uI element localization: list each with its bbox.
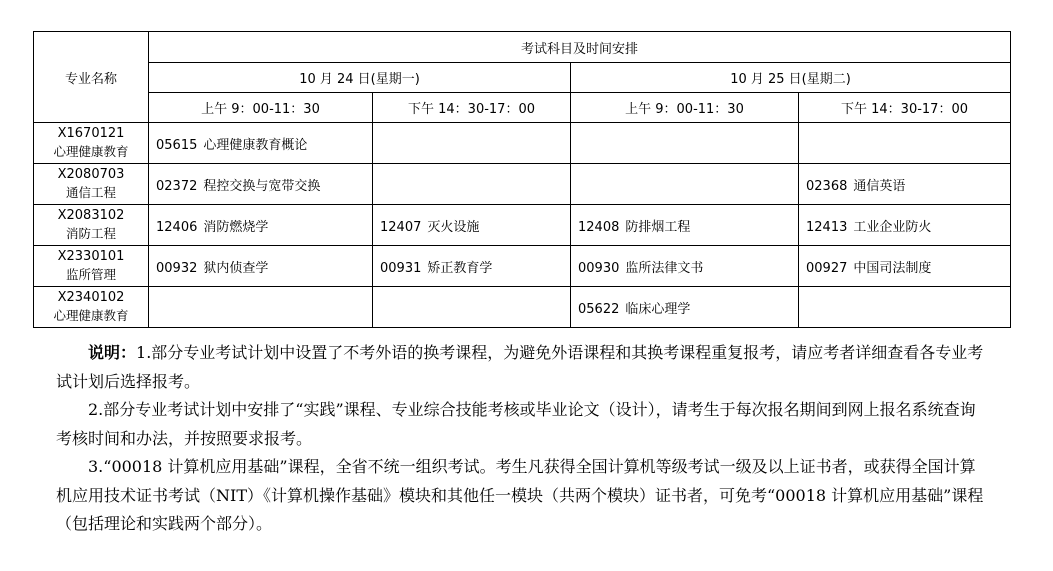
table-row	[34, 164, 1011, 205]
major-cell	[34, 205, 149, 246]
table-body	[34, 123, 1011, 328]
course-code: 12413	[806, 219, 848, 235]
major-name: 监所管理	[65, 267, 116, 282]
course-cell	[149, 287, 373, 328]
course-cell	[571, 246, 799, 287]
table-row	[34, 205, 1011, 246]
course-code: 02372	[156, 178, 198, 194]
exam-schedule-table	[33, 31, 1011, 328]
course-name: 工业企业防火	[853, 219, 932, 235]
course-cell	[799, 123, 1011, 164]
course-code: 00932	[156, 260, 198, 276]
course-cell	[373, 205, 571, 246]
course-cell	[373, 164, 571, 205]
course-name: 心理健康教育概论	[203, 137, 308, 153]
note-1-text: 1.部分专业考试计划中设置了不考外语的换考课程，为避免外语课程和其换考课程重复报考，请应考者详细查看各专业考试计划后选择报考。	[56, 343, 984, 391]
course-name: 中国司法制度	[853, 260, 932, 276]
course-cell	[571, 287, 799, 328]
course-cell	[149, 123, 373, 164]
course-cell	[149, 246, 373, 287]
course-cell	[799, 287, 1011, 328]
notes-section	[56, 339, 991, 539]
course-cell	[571, 123, 799, 164]
day-header-oct24: 10 月 24 日(星期一)	[149, 63, 571, 93]
schedule-header: 考试科目及时间安排	[149, 32, 1011, 63]
major-cell	[34, 246, 149, 287]
slot-header-d1-pm: 下午 14：30-17：00	[373, 93, 571, 123]
major-code: X2080703	[57, 167, 125, 182]
course-cell	[373, 123, 571, 164]
course-code: 12408	[578, 219, 620, 235]
course-name: 消防燃烧学	[203, 219, 269, 235]
course-name: 防排烟工程	[625, 219, 691, 235]
major-code: X1670121	[57, 126, 125, 141]
note-3: 3.“00018 计算机应用基础”课程，全省不统一组织考试。考生凡获得全国计算机等级考试一级及以上证书者，或获得全国计算机应用技术证书考试（NIT）《计算机操作基础》模块和其他任一模块（共两个模块）证书者，可免考“00018 计算机应用基础”课程（包括理论和实践两个部分）。	[56, 457, 984, 533]
major-name: 通信工程	[65, 185, 116, 200]
slot-header-d2-am: 上午 9：00-11：30	[571, 93, 799, 123]
course-code: 00930	[578, 260, 620, 276]
major-name: 心理健康教育	[53, 144, 129, 159]
course-name: 矫正教育学	[427, 260, 493, 276]
course-name: 狱内侦查学	[203, 260, 269, 276]
day-header-oct25: 10 月 25 日(星期二)	[571, 63, 1011, 93]
course-code: 12407	[380, 219, 422, 235]
course-code: 02368	[806, 178, 848, 194]
course-cell	[149, 205, 373, 246]
course-code: 05615	[156, 137, 198, 153]
course-cell	[799, 205, 1011, 246]
major-code: X2340102	[57, 290, 125, 305]
major-name: 消防工程	[65, 226, 116, 241]
course-name: 通信英语	[853, 178, 906, 194]
slot-header-d2-pm: 下午 14：30-17：00	[799, 93, 1011, 123]
course-name: 灭火设施	[427, 219, 480, 235]
course-name: 临床心理学	[625, 301, 691, 317]
course-code: 00931	[380, 260, 422, 276]
course-cell	[373, 246, 571, 287]
header-row-days	[34, 63, 1011, 93]
note-2: 2.部分专业考试计划中安排了“实践”课程、专业综合技能考核或毕业论文（设计），请考生于每次报名期间到网上报名系统查询考核时间和办法，并按照要求报考。	[56, 400, 976, 448]
notes-label: 说明：	[88, 343, 137, 362]
header-row-slots	[34, 93, 1011, 123]
course-cell	[571, 205, 799, 246]
slot-header-d1-am: 上午 9：00-11：30	[149, 93, 373, 123]
major-code: X2330101	[57, 249, 125, 264]
course-code: 00927	[806, 260, 848, 276]
table-row	[34, 246, 1011, 287]
course-cell	[373, 287, 571, 328]
major-cell	[34, 123, 149, 164]
course-code: 05622	[578, 301, 620, 317]
header-row-1	[34, 32, 1011, 63]
major-code: X2083102	[57, 208, 125, 223]
course-code: 12406	[156, 219, 198, 235]
course-cell	[149, 164, 373, 205]
course-cell	[799, 246, 1011, 287]
course-name: 程控交换与宽带交换	[203, 178, 321, 194]
course-cell	[571, 164, 799, 205]
course-name: 监所法律文书	[625, 260, 704, 276]
table-row	[34, 287, 1011, 328]
table-row	[34, 123, 1011, 164]
note-1	[56, 339, 991, 396]
major-name-header: 专业名称	[34, 32, 149, 123]
major-cell	[34, 164, 149, 205]
major-cell	[34, 287, 149, 328]
major-name: 心理健康教育	[53, 308, 129, 323]
course-cell	[799, 164, 1011, 205]
